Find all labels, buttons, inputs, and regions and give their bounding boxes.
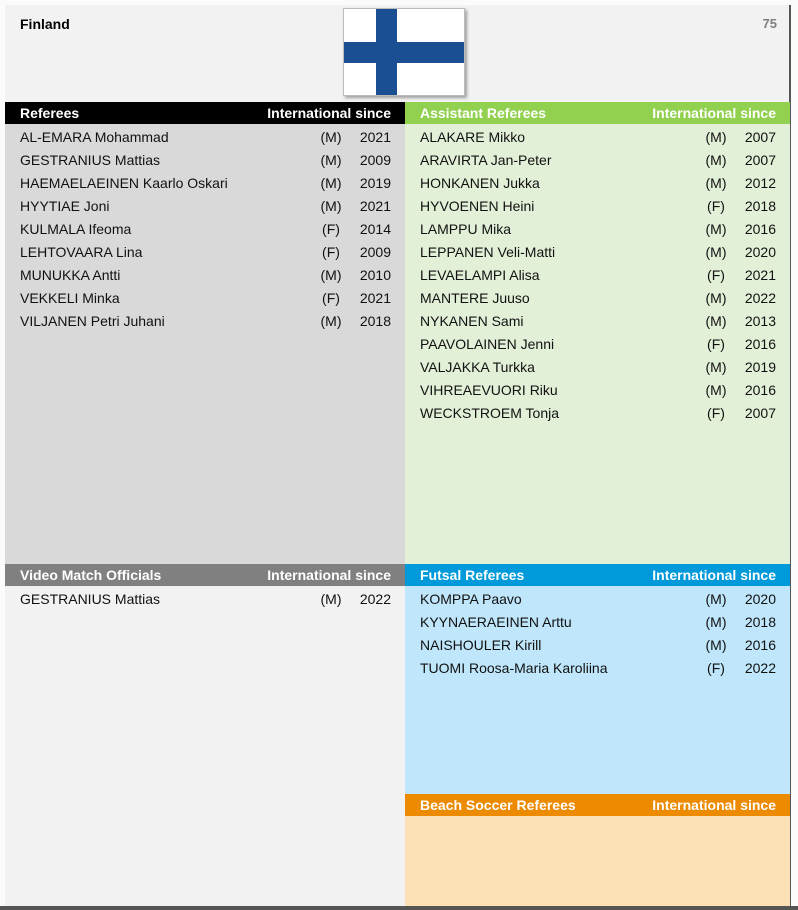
international-since-year: 2009 bbox=[359, 151, 391, 168]
list-item bbox=[405, 240, 790, 263]
international-since-year: 2016 bbox=[744, 335, 776, 352]
international-since-year: 2022 bbox=[744, 659, 776, 676]
official-gender: (F) bbox=[707, 659, 725, 676]
list-item bbox=[405, 171, 790, 194]
official-name: TUOMI Roosa-Maria Karoliina bbox=[420, 659, 608, 676]
official-name: ARAVIRTA Jan-Peter bbox=[420, 151, 552, 168]
official-name: ALAKARE Mikko bbox=[420, 128, 526, 145]
official-gender: (M) bbox=[705, 381, 727, 398]
video-match-officials-section bbox=[5, 564, 405, 910]
official-gender: (M) bbox=[705, 243, 727, 260]
official-gender: (M) bbox=[320, 128, 342, 145]
international-since-year: 2021 bbox=[744, 266, 776, 283]
list-item bbox=[405, 309, 790, 332]
international-since-year: 2014 bbox=[359, 220, 391, 237]
official-name: GESTRANIUS Mattias bbox=[20, 151, 161, 168]
list-item bbox=[405, 332, 790, 355]
beach-soccer-referees-list bbox=[405, 816, 790, 817]
official-gender: (M) bbox=[705, 151, 727, 168]
official-gender: (M) bbox=[705, 590, 727, 607]
official-name: AL-EMARA Mohammad bbox=[20, 128, 169, 145]
official-name: HYVOENEN Heini bbox=[420, 197, 535, 214]
international-since-year: 2020 bbox=[744, 243, 776, 260]
page-edge bbox=[0, 906, 798, 910]
list-item bbox=[5, 587, 405, 610]
official-gender: (M) bbox=[320, 174, 342, 191]
assistant-referees-section bbox=[405, 102, 790, 564]
official-gender: (M) bbox=[705, 174, 727, 191]
official-name: HAEMAELAEINEN Kaarlo Oskari bbox=[20, 174, 228, 191]
futsal-referees-section bbox=[405, 564, 790, 794]
official-name: VILJANEN Petri Juhani bbox=[20, 312, 165, 329]
list-item bbox=[5, 263, 405, 286]
official-name: PAAVOLAINEN Jenni bbox=[420, 335, 555, 352]
international-since-year: 2022 bbox=[359, 590, 391, 607]
list-item bbox=[405, 656, 790, 679]
list-item bbox=[5, 309, 405, 332]
section-title: Video Match Officials bbox=[20, 567, 162, 583]
referees-header bbox=[5, 102, 405, 124]
official-gender: (M) bbox=[320, 590, 342, 607]
since-label: International since bbox=[652, 567, 776, 583]
official-name: LAMPPU Mika bbox=[420, 220, 512, 237]
international-since-year: 2021 bbox=[359, 128, 391, 145]
video-match-officials-list bbox=[5, 586, 405, 610]
list-item bbox=[405, 378, 790, 401]
official-gender: (M) bbox=[705, 636, 727, 653]
list-item bbox=[5, 194, 405, 217]
official-gender: (M) bbox=[320, 151, 342, 168]
section-title: Assistant Referees bbox=[420, 105, 547, 121]
international-since-year: 2022 bbox=[744, 289, 776, 306]
official-name: WECKSTROEM Tonja bbox=[420, 404, 559, 421]
official-name: MANTERE Juuso bbox=[420, 289, 530, 306]
international-since-year: 2007 bbox=[744, 151, 776, 168]
official-gender: (M) bbox=[705, 358, 727, 375]
since-label: International since bbox=[652, 797, 776, 813]
list-item bbox=[5, 217, 405, 240]
referees-section bbox=[5, 102, 405, 564]
since-label: International since bbox=[267, 105, 391, 121]
official-name: LEVAELAMPI Alisa bbox=[420, 266, 540, 283]
since-label: International since bbox=[267, 567, 391, 583]
official-name: KULMALA Ifeoma bbox=[20, 220, 132, 237]
section-title: Futsal Referees bbox=[420, 567, 525, 583]
international-since-year: 2021 bbox=[359, 289, 391, 306]
official-gender: (M) bbox=[320, 197, 342, 214]
beach-soccer-referees-header bbox=[405, 794, 790, 816]
international-since-year: 2018 bbox=[744, 197, 776, 214]
section-title: Referees bbox=[20, 105, 80, 121]
official-gender: (F) bbox=[707, 197, 725, 214]
international-since-year: 2018 bbox=[359, 312, 391, 329]
international-since-year: 2020 bbox=[744, 590, 776, 607]
official-gender: (F) bbox=[707, 335, 725, 352]
official-name: MUNUKKA Antti bbox=[20, 266, 121, 283]
international-since-year: 2019 bbox=[744, 358, 776, 375]
official-gender: (M) bbox=[705, 220, 727, 237]
list-item bbox=[405, 125, 790, 148]
international-since-year: 2021 bbox=[359, 197, 391, 214]
section-title: Beach Soccer Referees bbox=[420, 797, 576, 813]
official-gender: (F) bbox=[322, 220, 340, 237]
official-gender: (M) bbox=[705, 128, 727, 145]
official-name: NYKANEN Sami bbox=[420, 312, 524, 329]
list-item bbox=[405, 148, 790, 171]
official-gender: (M) bbox=[705, 613, 727, 630]
document-page bbox=[5, 5, 791, 910]
official-name: VEKKELI Minka bbox=[20, 289, 120, 306]
official-gender: (F) bbox=[322, 243, 340, 260]
official-gender: (M) bbox=[705, 312, 727, 329]
finland-flag-icon bbox=[343, 8, 465, 96]
list-item bbox=[405, 587, 790, 610]
futsal-referees-header bbox=[405, 564, 790, 586]
international-since-year: 2018 bbox=[744, 613, 776, 630]
list-item bbox=[405, 217, 790, 240]
official-name: KYYNAERAEINEN Arttu bbox=[420, 613, 572, 630]
assistant-referees-list bbox=[405, 124, 790, 424]
official-gender: (M) bbox=[705, 289, 727, 306]
list-item bbox=[405, 610, 790, 633]
official-name: KOMPPA Paavo bbox=[420, 590, 522, 607]
list-item bbox=[5, 148, 405, 171]
official-name: HONKANEN Jukka bbox=[420, 174, 540, 191]
list-item bbox=[405, 194, 790, 217]
official-name: LEHTOVAARA Lina bbox=[20, 243, 143, 260]
list-item bbox=[405, 633, 790, 656]
official-name: VALJAKKA Turkka bbox=[420, 358, 535, 375]
video-match-officials-header bbox=[5, 564, 405, 586]
assistant-referees-header bbox=[405, 102, 790, 124]
international-since-year: 2013 bbox=[744, 312, 776, 329]
official-gender: (M) bbox=[320, 312, 342, 329]
official-gender: (F) bbox=[707, 404, 725, 421]
list-item bbox=[405, 286, 790, 309]
official-name: LEPPANEN Veli-Matti bbox=[420, 243, 556, 260]
list-item bbox=[5, 286, 405, 309]
official-gender: (F) bbox=[322, 289, 340, 306]
list-item bbox=[5, 125, 405, 148]
since-label: International since bbox=[652, 105, 776, 121]
referees-list bbox=[5, 124, 405, 332]
list-item bbox=[405, 401, 790, 424]
official-name: GESTRANIUS Mattias bbox=[20, 590, 161, 607]
official-gender: (M) bbox=[320, 266, 342, 283]
international-since-year: 2016 bbox=[744, 381, 776, 398]
official-name: NAISHOULER Kirill bbox=[420, 636, 542, 653]
international-since-year: 2012 bbox=[744, 174, 776, 191]
list-item bbox=[5, 240, 405, 263]
international-since-year: 2010 bbox=[359, 266, 391, 283]
international-since-year: 2016 bbox=[744, 220, 776, 237]
official-name: VIHREAEVUORI Riku bbox=[420, 381, 558, 398]
page-number: 75 bbox=[762, 16, 777, 31]
international-since-year: 2016 bbox=[744, 636, 776, 653]
country-title: Finland bbox=[20, 16, 70, 32]
beach-soccer-referees-section bbox=[405, 794, 790, 910]
international-since-year: 2007 bbox=[744, 128, 776, 145]
international-since-year: 2007 bbox=[744, 404, 776, 421]
international-since-year: 2009 bbox=[359, 243, 391, 260]
list-item bbox=[405, 263, 790, 286]
list-item bbox=[405, 355, 790, 378]
official-name: HYYTIAE Joni bbox=[20, 197, 110, 214]
official-gender: (F) bbox=[707, 266, 725, 283]
international-since-year: 2019 bbox=[359, 174, 391, 191]
futsal-referees-list bbox=[405, 586, 790, 679]
list-item bbox=[5, 171, 405, 194]
